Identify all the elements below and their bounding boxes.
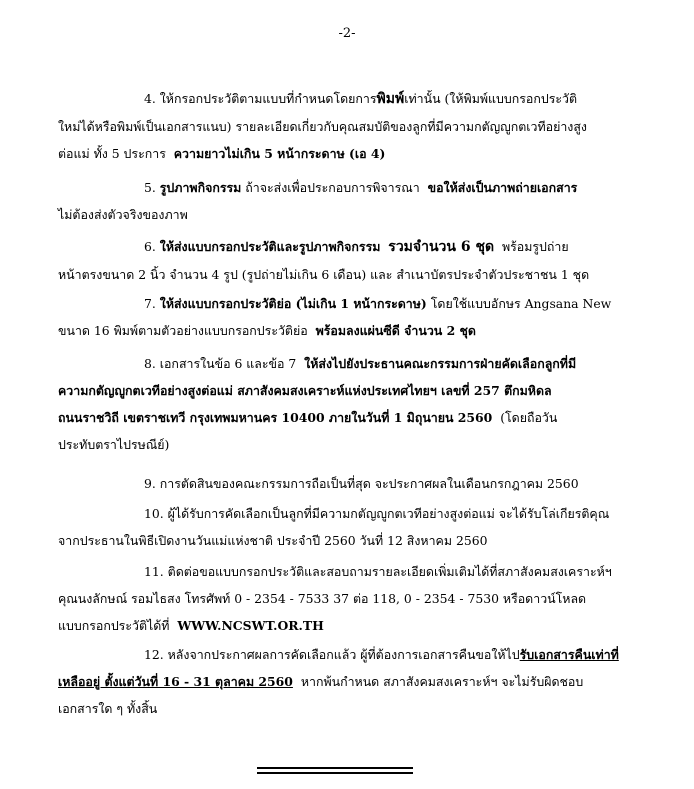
item-7-line-1: [58, 290, 638, 317]
item-12-line-3: เอกสารใด ๆ ทั้งสิ้น: [58, 701, 158, 716]
item-4-length-limit: ความยาวไม่เกิน 5 หน้ากระดาษ (เอ 4): [173, 146, 386, 161]
item-6: [58, 233, 638, 288]
item-12-line-2: [58, 668, 638, 695]
item-8: [58, 350, 638, 458]
item-9: [58, 470, 638, 497]
item-5-number: 5.: [144, 180, 156, 195]
item-8-line-4: ประทับตราไปรษณีย์): [58, 437, 170, 452]
item-10-line-2: จากประธานในพิธีเปิดงานวันแม่แห่งชาติ ประจำปี 2560 วันที่ 12 สิงหาคม 2560: [58, 533, 488, 548]
item-7-text: โดยใช้แบบอักษร Angsana New: [430, 296, 612, 311]
item-8-address: ความกตัญญูกตเวทีอย่างสูงต่อแม่ สภาสังคมสงเคราะห์แห่งประเทศไทยฯ เลขที่ 257 ตึกมหิดล: [58, 383, 552, 398]
item-10-line-1: 10. ผู้ได้รับการคัดเลือกเป็นลูกที่มีความกตัญญูกตเวทีอย่างสูงต่อแม่ จะได้รับโล่เกียรติคุณ: [144, 506, 610, 521]
item-12-text: 12. หลังจากประกาศผลการคัดเลือกแล้ว ผู้ที่ต้องการเอกสารคืนขอให้ไป: [144, 647, 520, 662]
item-8-deadline: ถนนราชวิถี เขตราชเทวี กรุงเทพมหานคร 10400 ภายในวันที่ 1 มิถุนายน 2560: [58, 410, 493, 425]
item-12-text-2: หากพ้นกำหนด สภาสังคมสงเคราะห์ฯ จะไม่รับผิดชอบ: [300, 674, 584, 689]
item-8-text: 8. เอกสารในข้อ 6 และข้อ 7: [144, 356, 297, 371]
item-4-line-1: [58, 85, 638, 113]
item-11-text: แบบกรอกประวัติได้ที่: [58, 618, 170, 633]
item-5-heading: รูปภาพกิจกรรม: [159, 180, 242, 195]
item-8-postmark: (โดยถือวัน: [500, 410, 558, 425]
website-link[interactable]: WWW.NCSWT.OR.TH: [177, 618, 324, 633]
item-12: [58, 641, 638, 722]
item-5-emphasis: ขอให้ส่งเป็นภาพถ่ายเอกสาร: [427, 180, 578, 195]
item-5-text: ถ้าจะส่งเพื่อประกอบการพิจารณา: [245, 180, 420, 195]
item-4-line-2: ใหม่ได้หรือพิมพ์เป็นเอกสารแนบ) รายละเอียดเกี่ยวกับคุณสมบัติของลูกที่มีความกตัญญูกตเวทีอย่างสูง: [58, 119, 587, 134]
end-rule-bottom: [257, 772, 413, 774]
item-7: [58, 290, 638, 344]
item-4-text: 4. ให้กรอกประวัติตามแบบที่กำหนดโดยการ: [144, 91, 377, 106]
item-6-heading: ให้ส่งแบบกรอกประวัติและรูปภาพกิจกรรม: [159, 239, 381, 254]
item-12-return-period: เหลืออยู่ ตั้งแต่วันที่ 16 - 31 ตุลาคม 2560: [58, 674, 293, 689]
item-11: [58, 558, 638, 639]
item-4: [58, 85, 638, 167]
item-6-number: 6.: [144, 239, 156, 254]
item-8-line-1: [58, 350, 638, 377]
item-5-line-2: ไม่ต้องส่งตัวจริงของภาพ: [58, 207, 188, 222]
item-5-line-1: [58, 174, 638, 201]
end-rule-top: [257, 767, 413, 769]
item-11-line-1: 11. ติดต่อขอแบบกรอกประวัติและสอบถามรายละเอียดเพิ่มเติมได้ที่สภาสังคมสงเคราะห์ฯ: [144, 564, 612, 579]
item-4-text-3: ต่อแม่ ทั้ง 5 ประการ: [58, 146, 166, 161]
item-4-line-3: [58, 140, 638, 167]
item-7-heading: ให้ส่งแบบกรอกประวัติย่อ (ไม่เกิน 1 หน้ากระดาษ): [159, 296, 427, 311]
item-11-line-3: [58, 612, 638, 639]
item-6-text: พร้อมรูปถ่าย: [501, 239, 569, 254]
page-number: -2-: [338, 26, 356, 41]
item-10: [58, 500, 638, 554]
item-7-line-2: [58, 317, 638, 344]
item-4-text-cont: เท่านั้น (ให้พิมพ์แบบกรอกประวัติ: [404, 91, 578, 106]
item-7-text-2: ขนาด 16 พิมพ์ตามตัวอย่างแบบกรอกประวัติย่อ: [58, 323, 308, 338]
item-6-line-1: [58, 233, 638, 261]
item-7-cd-requirement: พร้อมลงแผ่นซีดี จำนวน 2 ชุด: [315, 323, 476, 338]
item-4-emphasis-print: พิมพ์: [376, 91, 405, 107]
item-6-line-2: หน้าตรงขนาด 2 นิ้ว จำนวน 4 รูป (รูปถ่ายไม่เกิน 6 เดือน) และ สำเนาบัตรประจำตัวประชาชน 1 ชุด: [58, 267, 590, 282]
item-8-recipient: ให้ส่งไปยังประธานคณะกรรมการฝ่ายคัดเลือกลูกที่มี: [304, 356, 577, 371]
item-5: [58, 174, 638, 228]
item-11-line-2: คุณนงลักษณ์ รอมไธสง โทรศัพท์ 0 - 2354 - 7533 37 ต่อ 118, 0 - 2354 - 7530 หรือดาวน์โหลด: [58, 591, 587, 606]
item-9-line-1: 9. การตัดสินของคณะกรรมการถือเป็นที่สุด จะประกาศผลในเดือนกรกฎาคม 2560: [144, 476, 579, 491]
item-12-line-1: [58, 641, 638, 668]
item-6-quantity: รวมจำนวน 6 ชุด: [388, 239, 495, 255]
item-12-return-docs: รับเอกสารคืนเท่าที่: [519, 647, 619, 662]
item-7-number: 7.: [144, 296, 156, 311]
item-8-line-3: [58, 404, 638, 431]
